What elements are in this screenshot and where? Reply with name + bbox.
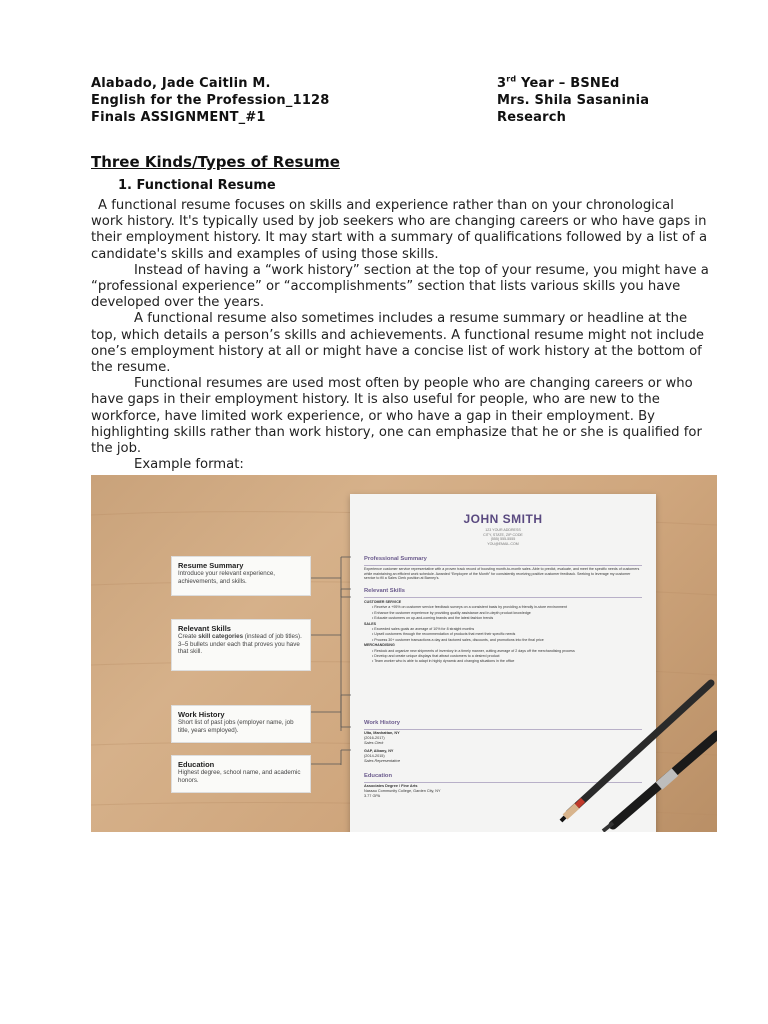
section-education: Education — [364, 773, 393, 779]
connector-lines — [309, 545, 357, 765]
resume-contact: 123 YOUR ADDRESS CITY, STATE, ZIP CODE (555) 555-5555 YOU@EMAIL.COM — [483, 528, 523, 546]
paragraph-4: Functional resumes are used most often by people who are changing careers or who have gaps in their employment history. It is also useful for people, who are new to the workforce, have limited work experience, or who have a gap in their employment. By highlighting skills rather than work history, one can emphasize that he or she is qualified for the job. — [91, 376, 702, 457]
education-list: Associates Degree / Fine Arts Nassau Community College, Garden City, NY 3.77 GPA — [364, 784, 441, 798]
year-level: 3rd Year – BSNEd — [497, 74, 620, 91]
section-work-history: Work History — [364, 720, 400, 726]
body-text — [91, 198, 709, 473]
paragraph-5: Example format: — [134, 457, 244, 473]
student-name: Alabado, Jade Caitlin M. — [91, 76, 271, 91]
paragraph-2: Instead of having a “work history” section at the top of your resume, you might have a “professional experience” or “accomplishments” section that lists various skills you have developed over the years. — [91, 262, 709, 311]
pencil-and-pen — [551, 665, 717, 832]
assignment-type: Research — [497, 110, 567, 125]
paragraph-1: A functional resume focuses on skills and experience rather than on your chronological work history. It's typically used by job seekers who are changing careers or who have gaps in their employment history. It may start with a summary of qualifications followed by a list of a candidate's skills and examples of using those skills. — [91, 198, 708, 262]
teacher-name: Mrs. Shila Sasaninia — [497, 93, 650, 108]
pen-icon — [603, 735, 717, 831]
example-resume-photo — [91, 475, 717, 832]
section-relevant-skills: Relevant Skills — [364, 588, 405, 594]
section-professional-summary: Professional Summary — [364, 556, 427, 562]
skills-list: CUSTOMER SERVICE • Receive a +95% on customer service feedback surveys on a consistent basis by providing a friendly in-store environment • Enhance the customer experience by providing quality assistance and in-depth product knowledge • Educate customers on up-and-coming brands and the latest fashion trends SALES • Exceeded sales goals an average of 10% for 8 straight months • Upsell customers through the recommendation of products that meet their specific needs • Process 30+ customer transactions a day and factored sales, discounts, and promotions into the final price MERCHANDISING • Restock and organize new shipments of inventory in a timely manner, cutting average of 2 days off the merchandising process • Develop and create unique displays that attract customers to a desired product • Team worker who is able to adapt in highly dynamic and changing situations in the office — [364, 600, 575, 664]
callout-resume-summary: Resume Summary Introduce your relevant experience, achievements, and skills. — [171, 556, 311, 596]
section-subtitle: 1. Functional Resume — [118, 178, 276, 193]
header-left — [91, 75, 330, 126]
divider — [364, 597, 642, 598]
assignment-label: Finals ASSIGNMENT_#1 — [91, 110, 266, 125]
course-name: English for the Profession_1128 — [91, 93, 330, 108]
document-title: Three Kinds/Types of Resume — [91, 153, 340, 171]
paragraph-3: A functional resume also sometimes includes a resume summary or headline at the top, which details a person’s skills and achievements. A functional resume might not include one’s employment history at all or might have a concise list of work history at the bottom of the resume. — [91, 311, 704, 376]
summary-text: Experience customer service representative with a proven track record of boosting month-to-month sales. Able to predict, evaluate, and meet the specific needs of customers while maintaining an efficient work schedule. Awarded “Employee of the Month” for consistently receiving positive customer feedback. Seeking to leverage my customer service to fill a Sales Clerk position at Barney's. — [364, 567, 640, 580]
divider — [364, 565, 642, 566]
header-right — [497, 75, 649, 126]
resume-name: JOHN SMITH — [463, 512, 543, 526]
callout-relevant-skills: Relevant Skills Create skill categories (instead of job titles). 3–5 bullets under each that proves you have that skill. — [171, 619, 311, 671]
work-list: Ulta, Manhattan, NY (2016-2017) Sales Clerk GAP, Albany, NY (2014-2015) Sales Representative — [364, 731, 401, 763]
callout-education: Education Highest degree, school name, and academic honors. — [171, 755, 311, 793]
callout-work-history: Work History Short list of past jobs (employer name, job title, years employed). — [171, 705, 311, 743]
